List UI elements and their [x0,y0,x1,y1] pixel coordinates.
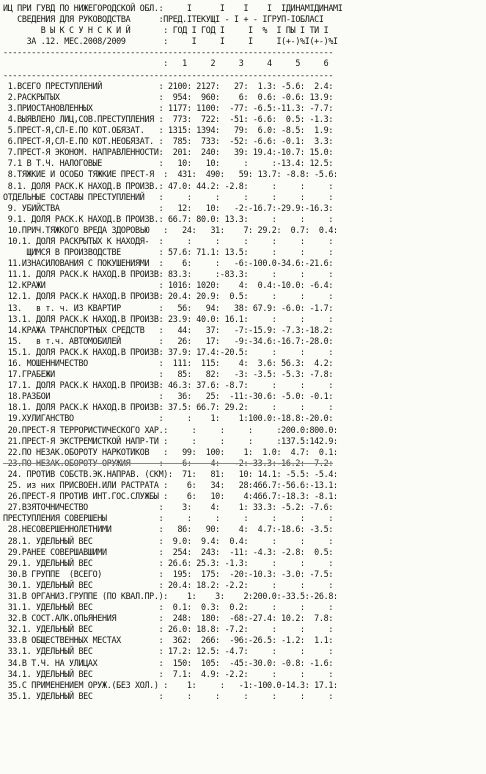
report-line: 8.1. ДОЛЯ РАСК.К НАХОД.В ПРОИЗВ.: 47.0: 44.2: -2.8: : : : [3,181,334,192]
report-line: 9. УБИЙСТВА : 12: 10: -2:-16.7:-29.9:-16.3: [3,203,334,214]
report-line: 35.С ПРИМЕНЕНИЕМ ОРУЖ.(БЕЗ ХОЛ.) : 1: : -1:-100.0-14.3: 17.1: [3,680,338,691]
report-line: 33.В ОБЩЕСТВЕННЫХ МЕСТАХ : 362: 266: -96:-26.5: -1.2: 1.1: [3,636,334,647]
report-line: 30.В ГРУППЕ (ВСЕГО) : 195: 175: -20:-10.3: -3.0: -7.5: [3,569,334,580]
report-line: 7.ПРЕСТ-Я ЭКОНОМ. НАПРАВЛЕННОСТИ: 201: 240: 39: 19.4:-10.7: 15.0: [3,148,334,159]
report-line: 35.1. УДЕЛЬНЫЙ ВЕС : : : : : : : [3,691,334,702]
report-line: 19.ХУЛИГАНСТВО : : 1: 1:100.0:-18.8:-20.0: [3,414,334,425]
report-line: 24. ПРОТИВ СОБСТВ.ЭК.НАПРАВ. (СКМ): 71: 81: 10: 14.1: -5.5: -5.4: [3,469,338,480]
report-line: 29.1. УДЕЛЬНЫЙ ВЕС : 26.6: 25.3: -1.3: : : : [3,558,334,569]
report-line: 23.ПО НЕЗАК.ОБОРОТУ ОРУЖИЯ : 6: 4: -2:-33.3:-16.2: 7.2: [3,458,334,469]
report-line: 34.1. УДЕЛЬНЫЙ ВЕС : 7.1: 4.9: -2.2: : : : [3,669,334,680]
report-line: 34.В Т.Ч. НА УЛИЦАХ : 150: 105: -45:-30.0: -0.8: -1.6: [3,658,334,669]
report-line: 31.В ОРГАНИЗ.ГРУППЕ (ПО КВАЛ.ПР.): 1: 3: 2:200.0:-33.5:-26.8: [3,591,338,602]
report-line: 30.1. УДЕЛЬНЫЙ ВЕС : 20.4: 18.2: -2.2: : : : [3,580,334,591]
report-line: 22.ПО НЕЗАК.ОБОРОТУ НАРКОТИКОВ : 99: 100: 1: 1.0: 4.7: 0.1: [3,447,338,458]
report-line: 13. в т. ч. ИЗ КВАРТИР : 56: 94: 38: 67.9: -6.0: -1.7: [3,303,334,314]
report-line: 31.1. УДЕЛЬНЫЙ ВЕС : 0.1: 0.3: 0.2: : : : [3,603,334,614]
report-line: 12.КРАЖИ : 1016: 1020: 4: 0.4:-10.0: -6.4: [3,281,334,292]
report-line: СВЕДЕНИЯ ДЛЯ РУКОВОДСТВА :ПРЕД.IТЕКУЩI - I + - IГРУП-IОБЛАСI [3,15,324,26]
report-line: 11.1. ДОЛЯ РАСК.К НАХОД.В ПРОИЗВ: 83.3: :-83.3: : : : [3,270,334,281]
report-line: 8.ТЯЖКИЕ И ОСОБО ТЯЖКИЕ ПРЕСТ-Я : 431: 490: 59: 13.7: -8.8: -5.6: [3,170,338,181]
report-line: 33.1. УДЕЛЬНЫЙ ВЕС : 17.2: 12.5: -4.7: : : : [3,647,334,658]
report-line: 29.РАНЕЕ СОВЕРШАВШИМИ : 254: 243: -11: -4.3: -2.8: 0.5: [3,547,334,558]
report-line: 12.1. ДОЛЯ РАСК.К НАХОД.В ПРОИЗВ: 20.4: 20.9: 0.5: : : : [3,292,334,303]
report-line: 3.ПРИОСТАНОВЛЕННЫХ : 1177: 1100: -77: -6.5:-11.3: -7.7: [3,103,334,114]
report-line: 10.1. ДОЛЯ РАСКРЫТЫХ К НАХОДЯ- : : : : : : : [3,236,334,247]
report-line: 32.В СОСТ.АЛК.ОПЬЯНЕНИЯ : 248: 180: -68:-27.4: 10.2: 7.8: [3,614,334,625]
report-line: 21.ПРЕСТ-Я ЭКСТРЕМИСТКОЙ НАПР-ТИ : : : : :137.5:142.9: [3,436,338,447]
report-line: 25. из них ПРИСВОЕН.ИЛИ РАСТРАТА : 6: 34: 28:466.7:-56.6:-13.1: [3,481,338,492]
report-line: 32.1. УДЕЛЬНЫЙ ВЕС : 26.0: 18.8: -7.2: : : : [3,625,334,636]
report-line: В Ы К С У Н С К И Й : ГОД I ГОД I I % I ПЫ I ТИ I [3,26,329,37]
report-line: 11.ИЗНАСИЛОВАНИЯ С ПОКУШЕНИЯМИ : 6: : -6:-100.0-34.6:-21.6: [3,259,334,270]
report-line: 7.1 В Т.Ч. НАЛОГОВЫЕ : 10: 10: : :-13.4: 12.5: [3,159,334,170]
report-line: 10.ПРИЧ.ТЯЖКОГО ВРЕДА ЗДОРОВЬЮ : 24: 31: 7: 29.2: 0.7: 0.4: [3,225,338,236]
report-line: 5.ПРЕСТ-Я,СЛ-Е.ПО КОТ.ОБЯЗАТ. : 1315: 1394: 79: 6.0: -8.5: 1.9: [3,126,334,137]
report-line: 28.1. УДЕЛЬНЫЙ ВЕС : 9.0: 9.4: 0.4: : : : [3,536,334,547]
crime-statistics-table [3,4,342,703]
report-line: ЩИМСЯ В ПРОИЗВОДСТВЕ : 57.6: 71.1: 13.5: : : : [3,248,334,259]
report-line: 17.ГРАБЕЖИ : 85: 82: -3: -3.5: -5.3: -7.8: [3,370,334,381]
report-line: 17.1. ДОЛЯ РАСК.К НАХОД.В ПРОИЗВ: 46.3: 37.6: -8.7: : : : [3,381,334,392]
report-line: ПРЕСТУПЛЕНИЯ СОВЕРШЕНЫ : : : : : : : [3,514,334,525]
report-line: 1.ВСЕГО ПРЕСТУПЛЕНИЙ : 2100: 2127: 27: 1.3: -5.6: 2.4: [3,81,334,92]
report-line: 18.РАЗБОИ : 36: 25: -11:-30.6: -5.0: -0.1: [3,392,334,403]
report-line: 6.ПРЕСТ-Я,СЛ-Е.ПО КОТ.НЕОБЯЗАТ. : 785: 733: -52: -6.6: -0.1: 3.3: [3,137,334,148]
report-line: ОТДЕЛЬНЫЕ СОСТАВЫ ПРЕСТУПЛЕНИЙ : : : : : : : [3,192,334,203]
report-line: 14.КРАЖА ТРАНСПОРТНЫХ СРЕДСТВ : 44: 37: -7:-15.9: -7.3:-18.2: [3,325,334,336]
report-line: ЗА .12. МЕС.2008/2009 : I I I I(+-)%I(+-)%I [3,37,338,48]
report-line: 13.1. ДОЛЯ РАСК.К НАХОД.В ПРОИЗВ: 23.9: 40.0: 16.1: : : : [3,314,334,325]
report-line: : 1 2 3 4 5 6 [3,59,329,70]
report-line: ИЦ ПРИ ГУВД ПО НИЖЕГОРОДСКОЙ ОБЛ.: I I I I IДИНАМIДИНАМI [3,4,343,14]
report-line: ---------------------------------------------------------------------- [3,70,334,81]
report-line: 28.НЕСОВЕРШЕННОЛЕТНИМИ : 86: 90: 4: 4.7:-18.6: -3.5: [3,525,334,536]
report-line: 20.ПРЕСТ-Я ТЕРРОРИСТИЧЕСКОГО ХАР.: : : : :200.0:800.0: [3,425,338,436]
report-line: 4.ВЫЯВЛЕНО ЛИЦ,СОВ.ПРЕСТУПЛЕНИЯ : 773: 722: -51: -6.6: 0.5: -1.3: [3,114,334,125]
report-line: 18.1. ДОЛЯ РАСК.К НАХОД.В ПРОИЗВ: 37.5: 66.7: 29.2: : : : [3,403,334,414]
report-line: 16. МОШЕННИЧЕСТВО : 111: 115: 4: 3.6: 56.3: 4.2: [3,359,334,369]
report-line: 2.РАСКРЫТЫХ : 954: 960: 6: 0.6: -0.6: 13.9: [3,92,334,103]
report-line: 26.ПРЕСТ-Я ПРОТИВ ИНТ.ГОС.СЛУЖБЫ : 6: 10: 4:466.7:-18.3: -8.1: [3,492,338,503]
report-line: 27.ВЗЯТОЧНИЧЕСТВО : 3: 4: 1: 33.3: -5.2: -7.6: [3,503,334,514]
report-line: 15. в т.ч. АВТОМОБИЛЕЙ : 26: 17: -9:-34.6:-16.7:-28.0: [3,336,334,347]
report-line: ---------------------------------------------------------------------- [3,48,334,59]
report-line: 15.1. ДОЛЯ РАСК.К НАХОД.В ПРОИЗВ: 37.9: 17.4:-20.5: : : : [3,347,334,358]
report-line: 9.1. ДОЛЯ РАСК.К НАХОД.В ПРОИЗВ.: 66.7: 80.0: 13.3: : : : [3,214,334,225]
